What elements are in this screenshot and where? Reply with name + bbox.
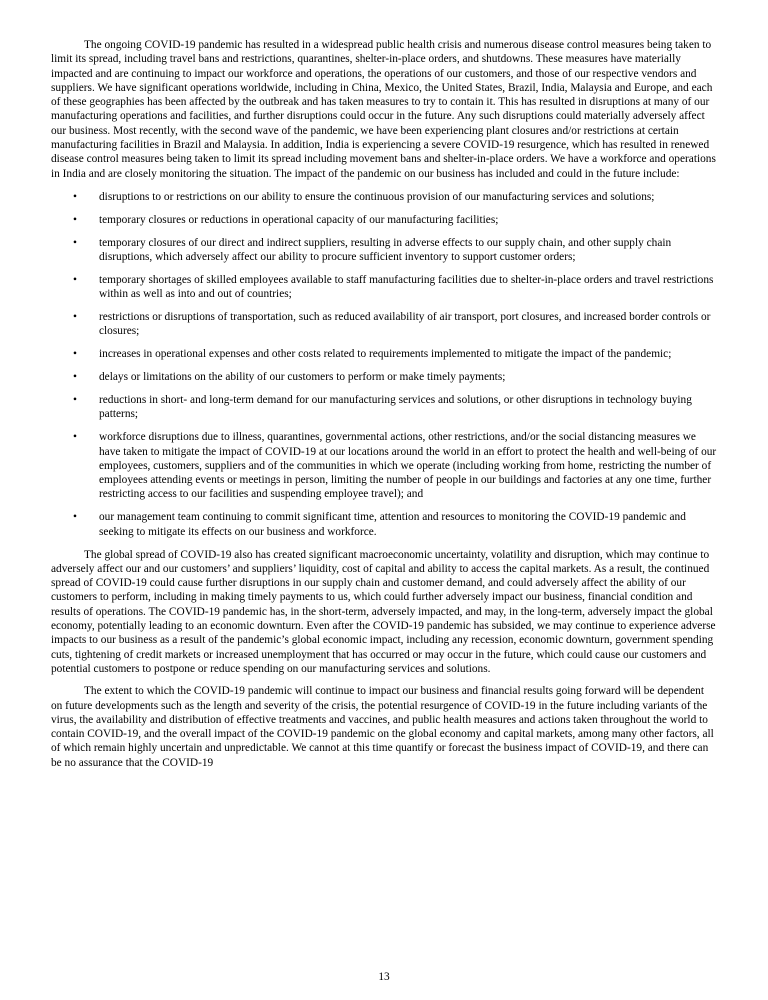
list-item-text: temporary closures of our direct and indirect suppliers, resulting in adverse effects to our supply chain, and other supply chain disruptions, which adversely affect our ability to procure sufficient inventory to support customer orders; bbox=[99, 236, 672, 264]
list-item-text: disruptions to or restrictions on our ability to ensure the continuous provision of our manufacturing services and solutions; bbox=[99, 190, 655, 203]
bullet-marker: • bbox=[73, 511, 77, 524]
bullet-marker: • bbox=[73, 371, 77, 384]
list-item bbox=[51, 213, 718, 227]
list-item-text: temporary closures or reductions in operational capacity of our manufacturing facilities; bbox=[99, 213, 499, 226]
bullet-marker: • bbox=[73, 311, 77, 324]
list-item bbox=[51, 393, 718, 422]
list-item-text: restrictions or disruptions of transportation, such as reduced availability of air transport, port closures, and increased border controls or closures; bbox=[99, 311, 711, 338]
list-item bbox=[51, 347, 718, 361]
list-item-text: delays or limitations on the ability of our customers to perform or make timely payments; bbox=[99, 371, 506, 384]
impact-bullet-list bbox=[51, 190, 718, 539]
list-item bbox=[51, 310, 718, 339]
bullet-marker: • bbox=[73, 431, 77, 444]
bullet-marker: • bbox=[73, 348, 77, 361]
list-item-text: temporary shortages of skilled employees available to staff manufacturing facilities due to shelter-in-place orders and travel restrictions within as well as into and out of countries; bbox=[99, 273, 714, 301]
list-item-text: increases in operational expenses and other costs related to requirements implemented to mitigate the impact of the pandemic; bbox=[99, 348, 672, 361]
list-item-text: workforce disruptions due to illness, quarantines, governmental actions, other restrictions, and/or the social distancing measures we have taken to mitigate the impact of COVID-19 at our locations around the world in an effort to protect the health and well-being of our employees, customers, suppliers and of the communities in which we operate (including working from home, restricting the number of employees attending events or meetings in person, limiting the number of people in our buildings and factories at any one time, further restricting access to our facilities and suspending employee travel); and bbox=[99, 431, 717, 501]
bullet-marker: • bbox=[73, 213, 77, 226]
list-item bbox=[51, 236, 718, 265]
list-item-text: our management team continuing to commit significant time, attention and resources to monitoring the COVID-19 pandemic and seeking to mitigate its effects on our business and workforce. bbox=[99, 511, 686, 538]
paragraph-macroeconomic: The global spread of COVID-19 also has created significant macroeconomic uncertainty, volatility and disruption, which may continue to adversely affect our and our customers’ and suppliers’ liquidity, cost of capital and ability to access the capital markets. As a result, the continued spread of COVID-19 could cause further disruptions in our supply chain and customer demand, and could adversely affect the ability of our customers to perform, including in making timely payments to us, which could further adversely impact our business, financial condition and results of operations. The COVID-19 pandemic has, in the short-term, adversely impacted, and may, in the long-term, adversely impact the global economy, potentially leading to an economic downturn. Even after the COVID-19 pandemic has subsided, we may continue to experience adverse impacts to our business as a result of the pandemic’s global economic impact, including any recession, economic downturn, government spending cuts, tightening of credit markets or increased unemployment that has occurred or may occur in the future, which could cause our customers and potential customers to postpone or reduce spending on our manufacturing services and solutions. bbox=[51, 548, 716, 675]
document-page bbox=[51, 38, 718, 770]
page-number: 13 bbox=[378, 971, 390, 983]
paragraph-intro: The ongoing COVID-19 pandemic has resulted in a widespread public health crisis and numerous disease control measures being taken to limit its spread, including travel bans and restrictions, quarantines, shelter-in-place orders, and shutdowns. These measures have materially impacted and are continuing to impact our workforce and operations, the operations of our customers, and those of our respective vendors and suppliers. We have significant operations worldwide, including in China, Mexico, the United States, Brazil, India, Malaysia and Europe, and each of these geographies has been affected by the outbreak and has taken measures to try to contain it. This has resulted in disruptions at many of our manufacturing operations and facilities, and further disruptions could occur in the future. Any such disruptions could materially adversely affect our business. Most recently, with the second wave of the pandemic, we have been experiencing plant closures and/or restrictions at certain manufacturing facilities in Brazil and Malaysia. In addition, India is experiencing a severe COVID-19 resurgence, which has resulted in renewed disease control measures being taken to limit its spread including movement bans and shelter-in-place orders. We have a workforce and operations in India and are closely monitoring the situation. The impact of the pandemic on our business has included and could in the future include: bbox=[51, 39, 716, 180]
list-item bbox=[51, 510, 718, 539]
list-item bbox=[51, 370, 718, 384]
list-item bbox=[51, 430, 718, 501]
paragraph-future-impact: The extent to which the COVID-19 pandemic will continue to impact our business and financial results going forward will be dependent on future developments such as the length and severity of the crisis, the potential resurgence of COVID-19 in the future including variants of the virus, the availability and distribution of effective treatments and vaccines, and public health measures and actions taken throughout the world to contain COVID-19, and the overall impact of the COVID-19 pandemic on the global economy and capital markets, among many other factors, all of which remain highly uncertain and unpredictable. We cannot at this time quantify or forecast the business impact of COVID-19, and there can be no assurance that the COVID-19 bbox=[51, 685, 714, 769]
bullet-marker: • bbox=[73, 394, 77, 407]
bullet-marker: • bbox=[73, 236, 77, 249]
bullet-marker: • bbox=[73, 273, 77, 286]
list-item-text: reductions in short- and long-term demand for our manufacturing services and solutions, or other disruptions in technology buying patterns; bbox=[99, 394, 692, 421]
bullet-marker: • bbox=[73, 190, 77, 203]
list-item bbox=[51, 273, 718, 302]
list-item bbox=[51, 190, 718, 204]
